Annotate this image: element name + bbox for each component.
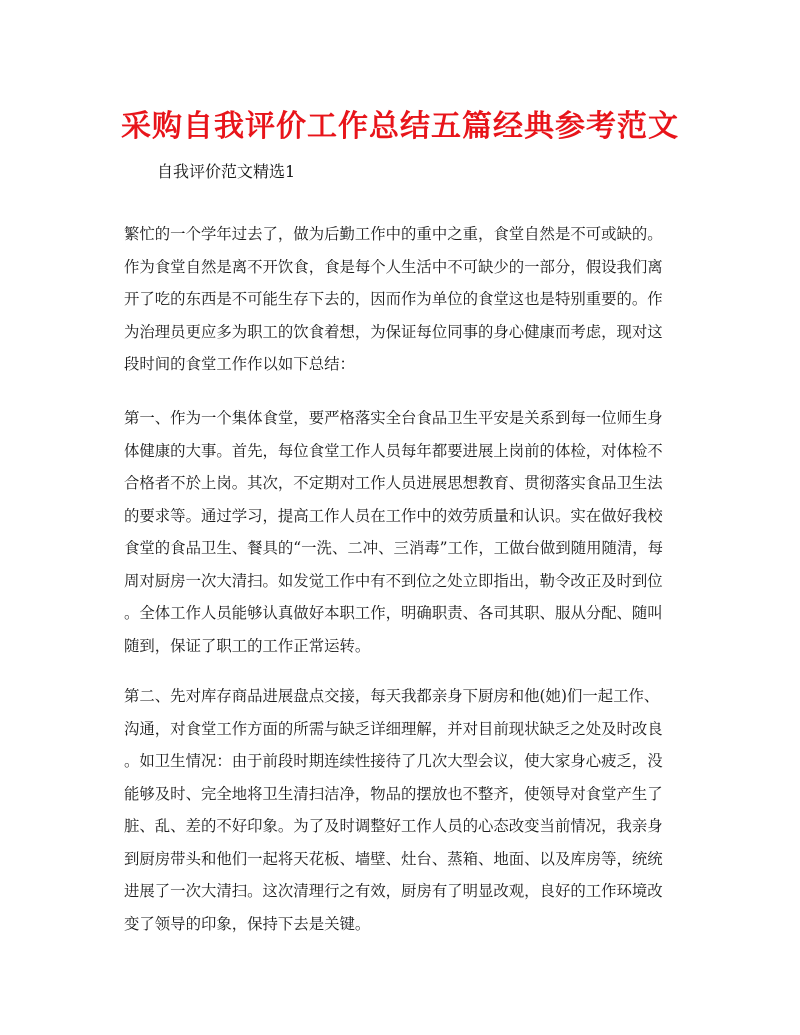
paragraph-1 [124, 218, 684, 381]
paragraph-line: 随到，保证了职工的工作正常运转。 [124, 636, 371, 655]
paragraph-line: 食堂的食品卫生、餐具的“一洗、二冲、三消毒”工作，工做台做到随用随清，每 [124, 539, 664, 557]
paragraph-line: 作为食堂自然是离不开饮食，食是每个人生活中不可缺少的一部分，假设我们离 [124, 257, 663, 276]
document-title: 采购自我评价工作总结五篇经典参考范文 [121, 109, 679, 144]
paragraph-line: 合格者不於上岗。其次，不定期对工作人员进展思想教育、贯彻落实食品卫生法 [124, 474, 663, 492]
paragraph-line: 开了吃的东西是不可能生存下去的，因而作为单位的食堂这也是特别重要的。作 [124, 290, 663, 308]
paragraph-line: 繁忙的一个学年过去了，做为后勤工作中的重中之重，食堂自然是不可或缺的。 [124, 225, 663, 243]
document-subtitle: 自我评价范文精选1 [157, 162, 296, 181]
paragraph-line: 第二、先对库存商品进展盘点交接，每天我都亲身下厨房和他(她)们一起工作、 [124, 687, 660, 705]
paragraph-2 [124, 402, 684, 662]
paragraph-line: 体健康的大事。首先，每位食堂工作人员每年都要进展上岗前的体检，对体检不 [124, 441, 663, 460]
paragraph-line: 沟通，对食堂工作方面的所需与缺乏详细理解，并对目前现状缺乏之处及时改良 [124, 719, 663, 738]
paragraph-line: 的要求等。通过学习，提高工作人员在工作中的效劳质量和认识。实在做好我校 [124, 506, 663, 525]
paragraph-line: 。全体工作人员能够认真做好本职工作，明确职责、各司其职、服从分配、随叫 [124, 604, 663, 622]
paragraph-line: 第一、作为一个集体食堂，要严格落实全台食品卫生平安是关系到每一位师生身 [124, 409, 663, 427]
paragraph-line: 能够及时、完全地将卫生清扫洁净，物品的摆放也不整齐，使领导对食堂产生了 [124, 784, 663, 803]
paragraph-line: 到厨房带头和他们一起将天花板、墙壁、灶台、蒸箱、地面、以及库房等，统统 [124, 849, 663, 868]
paragraph-line: 为治理员更应多为职工的饮食着想，为保证每位同事的身心健康而考虑，现对这 [124, 322, 663, 341]
paragraph-3 [124, 680, 684, 940]
paragraph-line: 。如卫生情况：由于前段时期连续性接待了几次大型会议，使大家身心疲乏，没 [124, 752, 663, 770]
paragraph-line: 脏、乱、差的不好印象。为了及时调整好工作人员的心态改变当前情况，我亲身 [124, 817, 663, 835]
paragraph-line: 段时间的食堂工作作以如下总结： [124, 355, 355, 373]
paragraph-line: 进展了一次大清扫。这次清理行之有效，厨房有了明显改观，良好的工作环境改 [124, 882, 663, 900]
paragraph-line: 周对厨房一次大清扫。如发觉工作中有不到位之处立即指出，勒令改正及时到位 [124, 571, 663, 590]
paragraph-line: 变了领导的印象，保持下去是关键。 [124, 914, 371, 933]
